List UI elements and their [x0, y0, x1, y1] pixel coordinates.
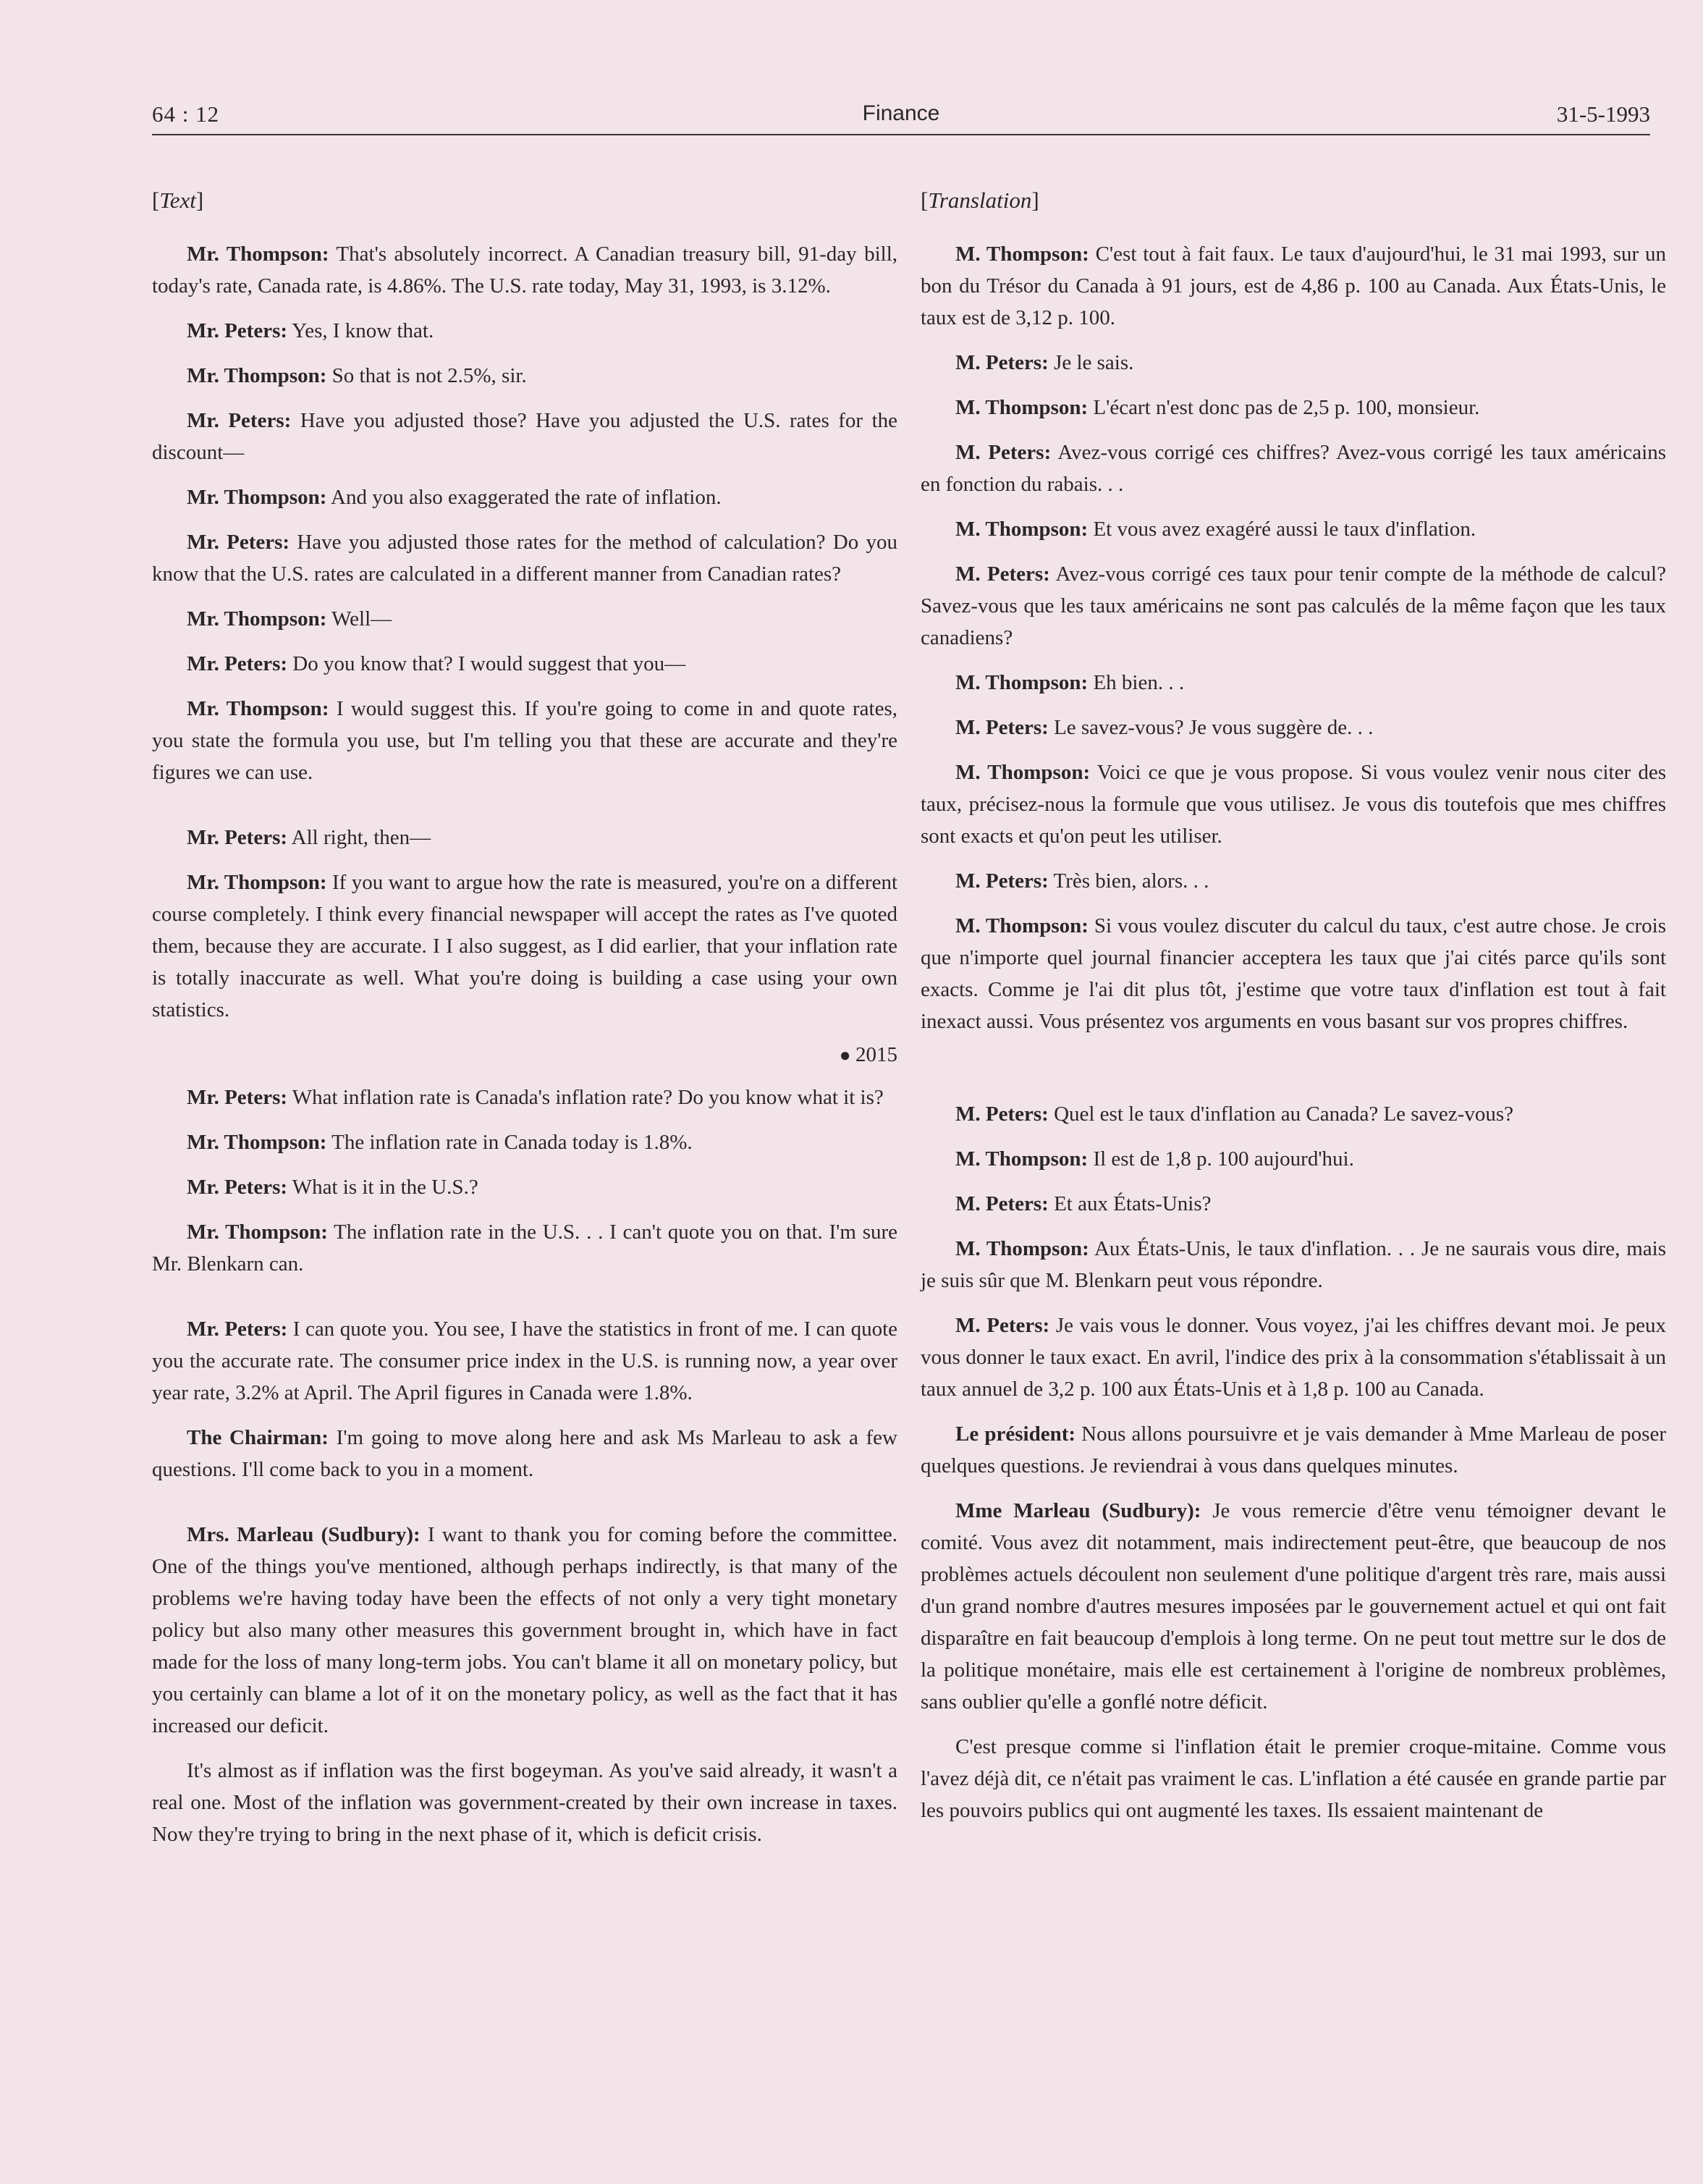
bullet-icon: ● — [839, 1045, 855, 1066]
speech-text: Have you adjusted those? Have you adjusted the U.S. rates for the discount— — [152, 409, 897, 464]
speech-text: Avez-vous corrigé ces chiffres? Avez-vous corrigé les taux américains en fonction du rabais. . . — [921, 441, 1666, 496]
header-rule — [152, 134, 1650, 135]
transcript-paragraph — [152, 1422, 897, 1485]
transcript-paragraph — [152, 1519, 897, 1742]
transcript-paragraph — [921, 1188, 1666, 1220]
transcript-paragraph — [921, 1418, 1666, 1482]
speaker-name: Mrs. Marleau (Sudbury): — [187, 1523, 421, 1546]
speech-text: Voici ce que je vous propose. Si vous voulez venir nous citer des taux, précisez-nous la formule que vous utilisez. Je vous dis toutefois que mes chiffres sont exacts et qu'on peut les utiliser. — [921, 761, 1666, 848]
transcript-paragraph — [152, 405, 897, 468]
speech-text: C'est presque comme si l'inflation était le premier croque-mitaine. Comme vous l'avez déjà dit, ce n'était pas vraiment le cas. L'inflation a été causée en grande partie par les pouvoirs publics qui ont augmenté les taxes. Ils essaient maintenant de — [921, 1735, 1666, 1822]
transcript-paragraph — [921, 347, 1666, 379]
speech-text: Yes, I know that. — [292, 319, 434, 342]
speech-text: I'm going to move along here and ask Ms Marleau to ask a few questions. I'll come back to you in a moment. — [152, 1426, 898, 1481]
speaker-name: Mr. Peters: — [187, 319, 288, 342]
speech-text: What is it in the U.S.? — [292, 1176, 478, 1199]
speech-text: Je vais vous le donner. Vous voyez, j'ai les chiffres devant moi. Je peux vous donner le taux exact. En avril, l'indice des prix à la consommation s'établissait à un taux annuel de 3,2 p. 100 aux États-Unis et à 1,8 p. 100 au Canada. — [921, 1314, 1666, 1401]
speaker-name: M. Peters: — [955, 562, 1050, 586]
speaker-name: M. Peters: — [955, 351, 1049, 374]
transcript-paragraph — [921, 712, 1666, 743]
transcript-paragraph — [152, 1755, 897, 1850]
transcript-paragraph — [921, 910, 1666, 1037]
transcript-paragraph — [152, 1171, 897, 1203]
speaker-name: Mr. Peters: — [187, 826, 288, 849]
speech-text: Eh bien. . . — [1093, 671, 1185, 694]
transcript-paragraph — [921, 392, 1666, 423]
speaker-name: Mr. Thompson: — [187, 1220, 328, 1244]
page-title: Finance — [862, 101, 940, 125]
speech-text: Très bien, alors. . . — [1053, 869, 1209, 893]
speaker-name: M. Thompson: — [955, 243, 1089, 266]
speech-text: It's almost as if inflation was the first bogeyman. As you've said already, it wasn't a real one. Most of the inflation was government-created by their own increase in taxes. Now they're trying to bring in the next phase of it, which is deficit crisis. — [152, 1759, 897, 1846]
speaker-name: M. Peters: — [955, 1192, 1049, 1215]
transcript-paragraph — [921, 865, 1666, 897]
speech-text: Nous allons poursuivre et je vais demander à Mme Marleau de poser quelques questions. Je reviendrai à vous dans quelques minutes. — [921, 1422, 1666, 1477]
speaker-name: Mr. Peters: — [187, 1086, 288, 1109]
speaker-name: M. Thompson: — [955, 671, 1089, 694]
english-column — [152, 185, 897, 1863]
speaker-name: Mr. Thompson: — [187, 364, 327, 387]
english-transcript — [152, 238, 897, 1850]
speech-text: C'est tout à fait faux. Le taux d'aujourd'hui, le 31 mai 1993, sur un bon du Trésor du Canada à 91 jours, est de 4,86 p. 100 au Canada. Aux États-Unis, le taux est de 3,12 p. 100. — [921, 243, 1667, 329]
column-label-translation: [Translation] — [921, 187, 1039, 213]
speaker-name: M. Peters: — [955, 1102, 1049, 1126]
speaker-name: M. Peters: — [955, 716, 1049, 739]
french-transcript — [921, 238, 1666, 1826]
speech-text: Et vous avez exagéré aussi le taux d'inflation. — [1093, 518, 1476, 541]
page-date: 31-5-1993 — [1556, 101, 1650, 127]
speech-text: I would suggest this. If you're going to come in and quote rates, you state the formula you use, but I'm telling you that these are accurate and they're figures we can use. — [152, 697, 898, 784]
speaker-name: Mr. Thompson: — [187, 1131, 327, 1154]
speaker-name: The Chairman: — [187, 1426, 329, 1449]
speech-text: If you want to argue how the rate is measured, you're on a different course completely. I think every financial newspaper will accept the rates as I've quoted them, because they are accurate. I I also suggest, as I did earlier, that your inflation rate is totally inaccurate as well. What you're doing is building a case using your own statistics. — [152, 871, 898, 1021]
speaker-name: M. Thompson: — [955, 1147, 1089, 1171]
french-column — [921, 185, 1666, 1839]
speaker-name: M. Peters: — [955, 441, 1052, 464]
transcript-paragraph — [152, 603, 897, 635]
speaker-name: Mr. Peters: — [187, 1317, 288, 1341]
transcript-paragraph — [921, 756, 1666, 852]
speaker-name: Mr. Thompson: — [187, 607, 327, 631]
time-marker-value: 2015 — [855, 1043, 897, 1066]
speech-text: Et aux États-Unis? — [1054, 1192, 1212, 1215]
speech-text: Have you adjusted those rates for the method of calculation? Do you know that the U.S. rates are calculated in a different manner from Canadian rates? — [152, 531, 898, 586]
speech-text: And you also exaggerated the rate of inflation. — [331, 486, 722, 509]
speaker-name: Le président: — [955, 1422, 1076, 1446]
transcript-paragraph — [921, 558, 1666, 654]
speaker-name: M. Peters: — [955, 1314, 1050, 1337]
speech-text: So that is not 2.5%, sir. — [331, 364, 527, 387]
transcript-paragraph — [152, 1082, 897, 1113]
speech-text: Avez-vous corrigé ces taux pour tenir compte de la méthode de calcul? Savez-vous que les taux américains ne sont pas calculés de la même façon que les taux canadiens? — [921, 562, 1666, 649]
speech-text: Aux États-Unis, le taux d'inflation. . . Je ne saurais vous dire, mais je suis sûr que M. Blenkarn peut vous répondre. — [921, 1237, 1666, 1292]
transcript-paragraph — [921, 437, 1666, 500]
speech-text: What inflation rate is Canada's inflation rate? Do you know what it is? — [292, 1086, 884, 1109]
speech-text: All right, then— — [291, 826, 431, 849]
transcript-paragraph — [921, 1233, 1666, 1297]
speech-text: Well— — [331, 607, 392, 631]
transcript-paragraph — [921, 1731, 1666, 1826]
speaker-name: M. Thompson: — [955, 1237, 1089, 1260]
speaker-name: M. Thompson: — [955, 761, 1091, 784]
speaker-name: Mr. Peters: — [187, 409, 292, 432]
transcript-paragraph — [921, 667, 1666, 699]
transcript-paragraph — [921, 1310, 1666, 1405]
transcript-paragraph — [152, 238, 897, 302]
transcript-paragraph — [152, 481, 897, 513]
transcript-paragraph — [152, 1216, 897, 1280]
speaker-name: Mme Marleau (Sudbury): — [955, 1499, 1201, 1522]
speech-text: I can quote you. You see, I have the statistics in front of me. I can quote you the accurate rate. The consumer price index in the U.S. is running now, a year over year rate, 3.2% at April. The April figures in Canada were 1.8%. — [152, 1317, 897, 1404]
speech-text: Do you know that? I would suggest that you— — [292, 652, 686, 675]
speech-text: Je le sais. — [1054, 351, 1134, 374]
transcript-paragraph — [921, 1143, 1666, 1175]
transcript-paragraph — [152, 693, 897, 788]
transcript-paragraph — [152, 822, 897, 853]
transcript-paragraph — [921, 513, 1666, 545]
transcript-paragraph — [152, 526, 897, 590]
speech-text: Je vous remercie d'être venu témoigner devant le comité. Vous avez dit notamment, mais indirectement peut-être, que beaucoup de nos problèmes actuels découlent non seulement d'une politique d'argent très rare, mais aussi d'un grand nombre d'autres mesures imposées par le gouvernement actuel et qui ont fait disparaître en fait beaucoup d'emplois à long terme. On ne peut tout mettre sur le dos de la politique monétaire, mais elle est certainement à l'origine de nombreux problèmes, sans oublier qu'elle a gonflé notre déficit. — [921, 1499, 1666, 1713]
speech-text: Il est de 1,8 p. 100 aujourd'hui. — [1093, 1147, 1354, 1171]
speaker-name: M. Peters: — [955, 869, 1049, 893]
speaker-name: M. Thompson: — [955, 518, 1089, 541]
time-marker — [152, 1039, 897, 1071]
transcript-paragraph — [152, 648, 897, 680]
speech-text: The inflation rate in Canada today is 1.8%. — [331, 1131, 693, 1154]
speech-text: That's absolutely incorrect. A Canadian treasury bill, 91-day bill, today's rate, Canada rate, is 4.86%. The U.S. rate today, May 31, 1993, is 3.12%. — [152, 243, 897, 298]
speaker-name: Mr. Peters: — [187, 652, 288, 675]
speaker-name: Mr. Thompson: — [187, 697, 329, 720]
speech-text: Quel est le taux d'inflation au Canada? Le savez-vous? — [1054, 1102, 1513, 1126]
speaker-name: M. Thompson: — [955, 914, 1089, 937]
speaker-name: Mr. Thompson: — [187, 243, 329, 266]
transcript-paragraph — [921, 238, 1666, 334]
speech-text: I want to thank you for coming before the committee. One of the things you've mentioned, although perhaps indirectly, is that many of the problems we're having today have been the effects of not only a very tight monetary policy but also many other measures this government brought in, which have in fact made for the loss of many long-term jobs. You can't blame it all on monetary policy, but you certainly can blame a lot of it on the monetary policy, as well as the fact that it has increased our deficit. — [152, 1523, 898, 1737]
speech-text: Le savez-vous? Je vous suggère de. . . — [1054, 716, 1374, 739]
transcript-paragraph — [921, 1495, 1666, 1718]
transcript-paragraph — [152, 1313, 897, 1409]
page-number: 64 : 12 — [152, 101, 220, 127]
speaker-name: Mr. Thompson: — [187, 486, 327, 509]
column-label-text: [Text] — [152, 187, 204, 213]
page-header — [152, 101, 1650, 138]
speaker-name: M. Thompson: — [955, 396, 1089, 419]
speaker-name: Mr. Thompson: — [187, 871, 327, 894]
transcript-paragraph — [152, 1126, 897, 1158]
speech-text: L'écart n'est donc pas de 2,5 p. 100, monsieur. — [1093, 396, 1480, 419]
transcript-paragraph — [152, 360, 897, 392]
speaker-name: Mr. Peters: — [187, 1176, 288, 1199]
speech-text: The inflation rate in the U.S. . . I can't quote you on that. I'm sure Mr. Blenkarn can. — [152, 1220, 898, 1276]
speech-text: Si vous voulez discuter du calcul du taux, c'est autre chose. Je crois que n'importe quel journal financier acceptera les taux que j'ai cités parce qu'ils sont exacts. Comme je l'ai dit plus tôt, j'estime que votre taux d'inflation est tout à fait inexact aussi. Vous présentez vos arguments en vous basant sur vos propres chiffres. — [921, 914, 1666, 1033]
speaker-name: Mr. Peters: — [187, 531, 290, 554]
transcript-paragraph — [921, 1098, 1666, 1130]
transcript-paragraph — [152, 315, 897, 347]
transcript-paragraph — [152, 867, 897, 1026]
